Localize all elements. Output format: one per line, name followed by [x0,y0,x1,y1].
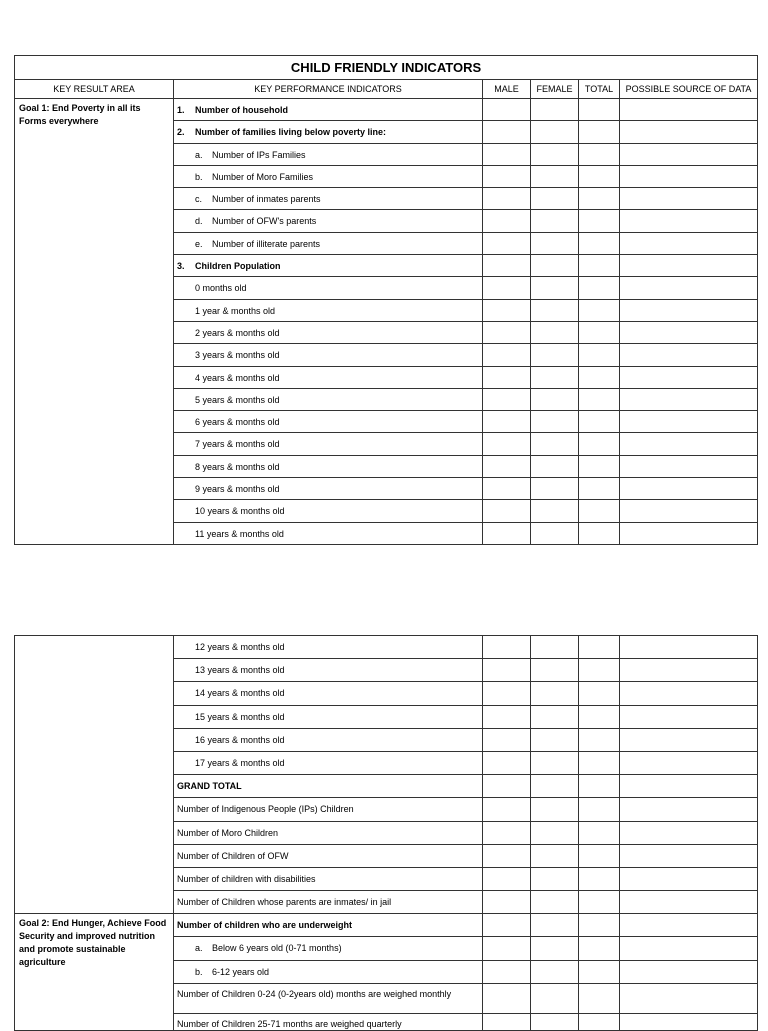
header-key-performance-indicators: KEY PERFORMANCE INDICATORS [174,80,483,99]
total-cell[interactable] [579,775,620,798]
female-cell[interactable] [531,344,579,366]
header-total: TOTAL [579,80,620,99]
female-cell[interactable] [531,299,579,321]
header-female: FEMALE [531,80,579,99]
male-cell[interactable] [483,636,531,659]
source-cell[interactable] [620,983,758,1013]
kpi-illiterate-parents: e. Number of illiterate parents [174,232,483,254]
total-cell[interactable] [579,914,620,937]
male-cell[interactable] [483,433,531,455]
total-cell[interactable] [579,232,620,254]
source-cell[interactable] [620,165,758,187]
male-cell[interactable] [483,821,531,844]
female-cell[interactable] [531,821,579,844]
kpi-children-of-ofw: Number of Children of OFW [174,844,483,867]
total-cell[interactable] [579,636,620,659]
total-cell[interactable] [579,210,620,232]
female-cell[interactable] [531,1013,579,1030]
kpi-age-row: 5 years & months old [174,388,483,410]
female-cell[interactable] [531,210,579,232]
total-cell[interactable] [579,867,620,890]
male-cell[interactable] [483,455,531,477]
header-source-of-data: POSSIBLE SOURCE OF DATA [620,80,758,99]
kpi-below-6-years: a. Below 6 years old (0-71 months) [174,937,483,960]
kpi-age-row: 4 years & months old [174,366,483,388]
female-cell[interactable] [531,500,579,522]
goal-2-cell: Goal 2: End Hunger, Achieve Food Security and improved nutrition and promote sustainable agriculture [15,914,174,1031]
female-cell[interactable] [531,321,579,343]
total-cell[interactable] [579,891,620,914]
source-cell[interactable] [620,891,758,914]
total-cell[interactable] [579,500,620,522]
total-cell[interactable] [579,705,620,728]
source-cell[interactable] [620,255,758,277]
female-cell[interactable] [531,143,579,165]
source-cell[interactable] [620,522,758,544]
source-cell[interactable] [620,705,758,728]
male-cell[interactable] [483,891,531,914]
male-cell[interactable] [483,960,531,983]
source-cell[interactable] [620,121,758,143]
female-cell[interactable] [531,255,579,277]
total-cell[interactable] [579,366,620,388]
source-cell[interactable] [620,99,758,121]
female-cell[interactable] [531,121,579,143]
total-cell[interactable] [579,321,620,343]
total-cell[interactable] [579,798,620,821]
male-cell[interactable] [483,751,531,774]
female-cell[interactable] [531,388,579,410]
total-cell[interactable] [579,522,620,544]
total-cell[interactable] [579,682,620,705]
total-cell[interactable] [579,960,620,983]
female-cell[interactable] [531,659,579,682]
female-cell[interactable] [531,682,579,705]
total-cell[interactable] [579,299,620,321]
female-cell[interactable] [531,867,579,890]
male-cell[interactable] [483,321,531,343]
female-cell[interactable] [531,165,579,187]
female-cell[interactable] [531,960,579,983]
female-cell[interactable] [531,188,579,210]
male-cell[interactable] [483,728,531,751]
kpi-age-row: 6 years & months old [174,411,483,433]
total-cell[interactable] [579,844,620,867]
female-cell[interactable] [531,455,579,477]
female-cell[interactable] [531,433,579,455]
female-cell[interactable] [531,728,579,751]
kpi-children-parents-inmates: Number of Children whose parents are inmates/ in jail [174,891,483,914]
source-cell[interactable] [620,143,758,165]
source-cell[interactable] [620,937,758,960]
kpi-age-row: 11 years & months old [174,522,483,544]
total-cell[interactable] [579,411,620,433]
indicators-table-part1 [14,55,758,545]
kpi-age-row: 8 years & months old [174,455,483,477]
source-cell[interactable] [620,455,758,477]
female-cell[interactable] [531,751,579,774]
source-cell[interactable] [620,844,758,867]
source-cell[interactable] [620,1013,758,1030]
female-cell[interactable] [531,937,579,960]
female-cell[interactable] [531,636,579,659]
kpi-moro-families: b. Number of Moro Families [174,165,483,187]
male-cell[interactable] [483,478,531,500]
male-cell[interactable] [483,255,531,277]
source-cell[interactable] [620,867,758,890]
kpi-age-row: 17 years & months old [174,751,483,774]
kpi-families-below-poverty: 2. Number of families living below poverty line: [174,121,483,143]
male-cell[interactable] [483,121,531,143]
source-cell[interactable] [620,344,758,366]
source-cell[interactable] [620,277,758,299]
female-cell[interactable] [531,232,579,254]
male-cell[interactable] [483,366,531,388]
source-cell[interactable] [620,366,758,388]
female-cell[interactable] [531,705,579,728]
male-cell[interactable] [483,798,531,821]
kpi-number-of-household: 1. Number of household [174,99,483,121]
total-cell[interactable] [579,455,620,477]
kpi-age-row: 2 years & months old [174,321,483,343]
total-cell[interactable] [579,1013,620,1030]
kpi-children-population: 3. Children Population [174,255,483,277]
male-cell[interactable] [483,983,531,1013]
male-cell[interactable] [483,775,531,798]
total-cell[interactable] [579,433,620,455]
kpi-age-row: 10 years & months old [174,500,483,522]
female-cell[interactable] [531,411,579,433]
source-cell[interactable] [620,960,758,983]
male-cell[interactable] [483,914,531,937]
total-cell[interactable] [579,751,620,774]
source-cell[interactable] [620,636,758,659]
goal-1-continued-cell [15,636,174,914]
source-cell[interactable] [620,914,758,937]
source-cell[interactable] [620,751,758,774]
kpi-6-12-years: b. 6-12 years old [174,960,483,983]
total-cell[interactable] [579,121,620,143]
female-cell[interactable] [531,775,579,798]
male-cell[interactable] [483,937,531,960]
total-cell[interactable] [579,165,620,187]
kpi-age-row: 9 years & months old [174,478,483,500]
total-cell[interactable] [579,344,620,366]
indicators-table-part2 [14,635,758,1031]
kpi-weighed-quarterly: Number of Children 25-71 months are weighed quarterly [174,1013,483,1030]
male-cell[interactable] [483,143,531,165]
kpi-moro-children: Number of Moro Children [174,821,483,844]
kpi-grand-total: GRAND TOTAL [174,775,483,798]
total-cell[interactable] [579,937,620,960]
total-cell[interactable] [579,255,620,277]
kpi-age-row: 0 months old [174,277,483,299]
male-cell[interactable] [483,210,531,232]
source-cell[interactable] [620,299,758,321]
female-cell[interactable] [531,478,579,500]
female-cell[interactable] [531,798,579,821]
male-cell[interactable] [483,99,531,121]
kpi-ips-families: a. Number of IPs Families [174,143,483,165]
male-cell[interactable] [483,682,531,705]
source-cell[interactable] [620,500,758,522]
female-cell[interactable] [531,277,579,299]
source-cell[interactable] [620,659,758,682]
total-cell[interactable] [579,821,620,844]
total-cell[interactable] [579,478,620,500]
kpi-children-with-disabilities: Number of children with disabilities [174,867,483,890]
kpi-ips-children: Number of Indigenous People (IPs) Children [174,798,483,821]
total-cell[interactable] [579,728,620,751]
male-cell[interactable] [483,411,531,433]
kpi-ofw-parents: d. Number of OFW's parents [174,210,483,232]
male-cell[interactable] [483,500,531,522]
source-cell[interactable] [620,821,758,844]
female-cell[interactable] [531,983,579,1013]
kpi-age-row: 1 year & months old [174,299,483,321]
source-cell[interactable] [620,388,758,410]
male-cell[interactable] [483,1013,531,1030]
female-cell[interactable] [531,99,579,121]
source-cell[interactable] [620,798,758,821]
source-cell[interactable] [620,478,758,500]
female-cell[interactable] [531,522,579,544]
total-cell[interactable] [579,188,620,210]
kpi-age-row: 3 years & months old [174,344,483,366]
source-cell[interactable] [620,321,758,343]
source-cell[interactable] [620,728,758,751]
male-cell[interactable] [483,232,531,254]
male-cell[interactable] [483,522,531,544]
kpi-children-underweight: Number of children who are underweight [174,914,483,937]
kpi-age-row: 13 years & months old [174,659,483,682]
goal-1-cell: Goal 1: End Poverty in all its Forms everywhere [15,99,174,545]
table-title: CHILD FRIENDLY INDICATORS [15,56,758,80]
total-cell[interactable] [579,983,620,1013]
kpi-age-row: 12 years & months old [174,636,483,659]
source-cell[interactable] [620,433,758,455]
total-cell[interactable] [579,659,620,682]
total-cell[interactable] [579,388,620,410]
total-cell[interactable] [579,277,620,299]
female-cell[interactable] [531,914,579,937]
male-cell[interactable] [483,165,531,187]
kpi-inmates-parents: c. Number of inmates parents [174,188,483,210]
female-cell[interactable] [531,844,579,867]
total-cell[interactable] [579,143,620,165]
total-cell[interactable] [579,99,620,121]
male-cell[interactable] [483,344,531,366]
source-cell[interactable] [620,775,758,798]
kpi-age-row: 14 years & months old [174,682,483,705]
male-cell[interactable] [483,705,531,728]
header-male: MALE [483,80,531,99]
female-cell[interactable] [531,366,579,388]
male-cell[interactable] [483,388,531,410]
source-cell[interactable] [620,188,758,210]
male-cell[interactable] [483,659,531,682]
source-cell[interactable] [620,682,758,705]
kpi-age-row: 7 years & months old [174,433,483,455]
kpi-age-row: 16 years & months old [174,728,483,751]
male-cell[interactable] [483,844,531,867]
source-cell[interactable] [620,411,758,433]
source-cell[interactable] [620,210,758,232]
male-cell[interactable] [483,299,531,321]
kpi-weighed-monthly: Number of Children 0-24 (0-2years old) months are weighed monthly [174,983,483,1013]
female-cell[interactable] [531,891,579,914]
header-key-result-area: KEY RESULT AREA [15,80,174,99]
male-cell[interactable] [483,867,531,890]
male-cell[interactable] [483,277,531,299]
source-cell[interactable] [620,232,758,254]
kpi-age-row: 15 years & months old [174,705,483,728]
male-cell[interactable] [483,188,531,210]
